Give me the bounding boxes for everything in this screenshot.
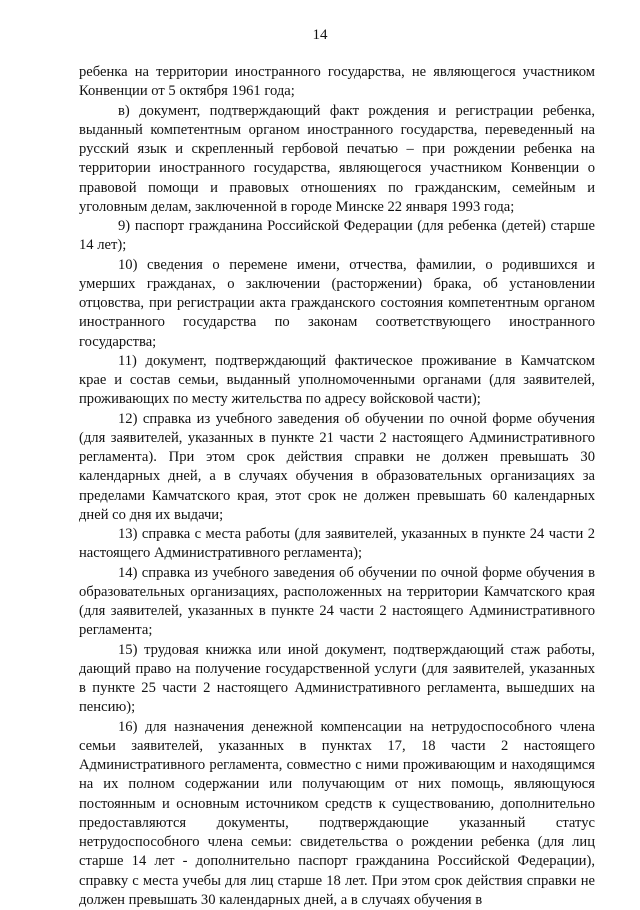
paragraph-item-11: 11) документ, подтверждающий фактическое проживание в Камчатском крае и состав семьи, выданный уполномоченными органами (для заявителей, проживающих по месту жительства по адресу войсковой части); [79,352,595,410]
paragraph-item-14: 14) справка из учебного заведения об обучении по очной форме обучения в образовательных организациях, расположенных на территории Камчатского края (для заявителей, указанных в пункте 24 части 2 настоящего Административного регламента; [79,564,595,641]
paragraph-item-10: 10) сведения о перемене имени, отчества, фамилии, о родившихся и умерших гражданах, о заключении (расторжении) брака, об установлении отцовства, при регистрации акта гражданского состояния компетентным органом иностранного государства по законам соответствующего иностранного государства; [79,256,595,352]
page-number: 14 [0,26,640,44]
document-body [79,63,595,910]
paragraph-item-12: 12) справка из учебного заведения об обучении по очной форме обучения (для заявителей, указанных в пункте 21 части 2 настоящего Административного регламента). При этом срок действия справки не должен превышать 30 календарных дней, а в случаях обучения в образовательных организациях за пределами Камчатского края, этот срок не должен превышать 60 календарных дней со дня их выдачи; [79,410,595,526]
paragraph-item-15: 15) трудовая книжка или иной документ, подтверждающий стаж работы, дающий право на получение государственной услуги (для заявителей, указанных в пункте 25 части 2 настоящего Административного регламента, вышедших на пенсию); [79,641,595,718]
paragraph-item-v: в) документ, подтверждающий факт рождения и регистрации ребенка, выданный компетентным органом иностранного государства, переведенный на русский язык и скрепленный гербовой печатью – при рождении ребенка на территории иностранного государства, являющегося участником Конвенции о правовой помощи и правовых отношениях по гражданским, семейным и уголовным делам, заключенной в городе Минске 22 января 1993 года; [79,102,595,218]
paragraph-item-16: 16) для назначения денежной компенсации на нетрудоспособного члена семьи заявителей, указанных в пунктах 17, 18 части 2 настоящего Административного регламента, совместно с ними проживающим и находящимся на их полном содержании или получающим от них помощь, являющуюся постоянным и основным источником средств к существованию, дополнительно предоставляются документы, подтверждающие указанный статус нетрудоспособного члена семьи: свидетельства о рождении ребенка (для лиц старше 14 лет - дополнительно паспорт гражданина Российской Федерации), справку с места учебы для лиц старше 18 лет. При этом срок действия справки не должен превышать 30 календарных дней, а в случаях обучения в [79,718,595,910]
paragraph-item-13: 13) справка с места работы (для заявителей, указанных в пункте 24 части 2 настоящего Административного регламента); [79,525,595,564]
paragraph-item-9: 9) паспорт гражданина Российской Федерации (для ребенка (детей) старше 14 лет); [79,217,595,256]
paragraph-continuation: ребенка на территории иностранного государства, не являющегося участником Конвенции от 5 октября 1961 года; [79,63,595,102]
